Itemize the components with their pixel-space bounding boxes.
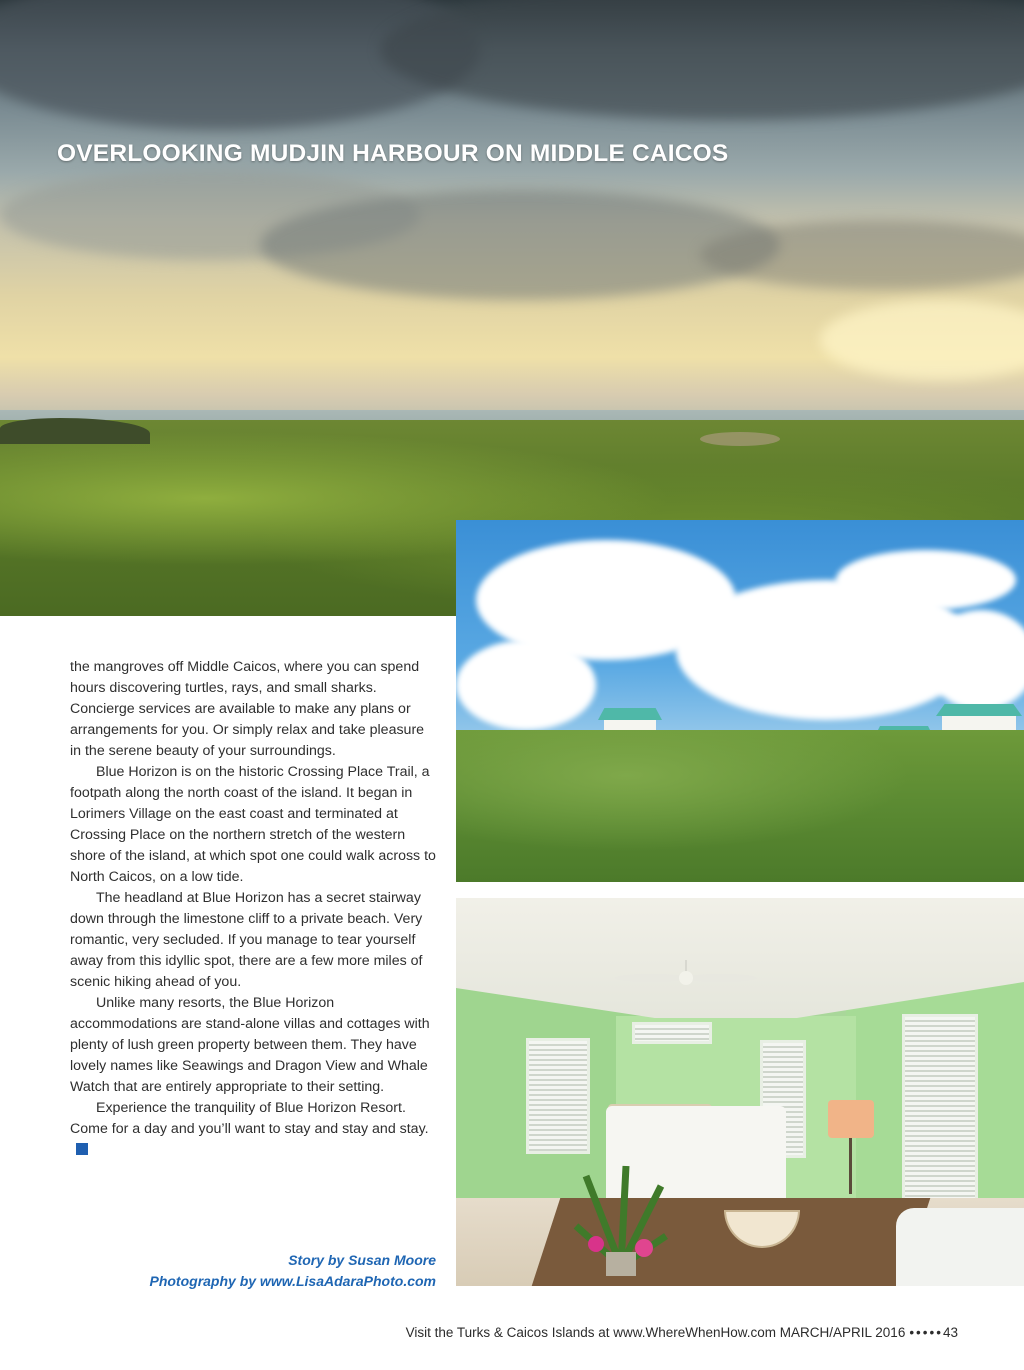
credits bbox=[149, 1250, 436, 1292]
cloud-shape bbox=[836, 550, 1016, 610]
cloud-shape bbox=[380, 0, 1024, 120]
page-footer bbox=[0, 1325, 958, 1340]
villas-on-hill-photo bbox=[456, 520, 1024, 882]
article-paragraph-last bbox=[70, 1098, 436, 1161]
article-paragraph-text: Experience the tranquility of Blue Horizon Resort. Come for a day and you’ll want to stay and stay and stay. bbox=[70, 1100, 429, 1137]
footer-dots: ••••• bbox=[909, 1325, 943, 1340]
villa-bedroom-photo bbox=[456, 898, 1024, 1286]
cloud-shape bbox=[456, 640, 596, 730]
window-blinds bbox=[902, 1014, 978, 1208]
photo-caption-title: OVERLOOKING MUDJIN HARBOUR ON MIDDLE CAICOS bbox=[57, 140, 729, 167]
cloud-shape bbox=[700, 220, 1024, 290]
article-paragraph: The headland at Blue Horizon has a secret stairway down through the limestone cliff to a private beach. Very romantic, very secluded. If you manage to tear yourself away from this idyllic spot, there are a few more miles of scenic hiking ahead of you. bbox=[70, 890, 423, 990]
green-shrubland bbox=[456, 730, 1024, 882]
article-body bbox=[70, 657, 436, 1161]
article-paragraph: Unlike many resorts, the Blue Horizon accommodations are stand-alone villas and cottages with plenty of lush green property between them. They have lovely names like Seawings and Dragon View and Whale Watch that are entirely appropriate to their setting. bbox=[70, 995, 430, 1095]
air-conditioner bbox=[632, 1022, 712, 1044]
lamp-stand bbox=[849, 1138, 852, 1194]
photo-credit: Photography by www.LisaAdaraPhoto.com bbox=[149, 1273, 436, 1289]
sofa bbox=[896, 1208, 1024, 1286]
sun-glow bbox=[820, 300, 1024, 380]
lamp-shade bbox=[828, 1100, 874, 1138]
sandy-path bbox=[700, 432, 780, 446]
ceiling-fan-icon bbox=[611, 960, 761, 990]
flower-arrangement-icon bbox=[566, 1156, 676, 1276]
article-paragraph: Blue Horizon is on the historic Crossing Place Trail, a footpath along the north coast of the island. It began in Lorimers Village on the east coast and terminated at Crossing Place on the northern stretch of the western shore of the island, at which spot one could walk across to North Caicos, on a low tide. bbox=[70, 764, 436, 885]
article-paragraph: the mangroves off Middle Caicos, where you can spend hours discovering turtles, rays, and small sharks. Concierge services are available to make any plans or arrangements for you. Or simply relax and take pleasure in the serene beauty of your surroundings. bbox=[70, 659, 425, 759]
window-blinds bbox=[526, 1038, 590, 1154]
cloud-shape bbox=[260, 190, 780, 300]
end-of-story-mark bbox=[76, 1143, 88, 1155]
story-credit: Story by Susan Moore bbox=[288, 1252, 436, 1268]
footer-text: Visit the Turks & Caicos Islands at www.WhereWhenHow.com MARCH/APRIL 2016 bbox=[405, 1325, 906, 1340]
page-number: 43 bbox=[942, 1325, 958, 1340]
